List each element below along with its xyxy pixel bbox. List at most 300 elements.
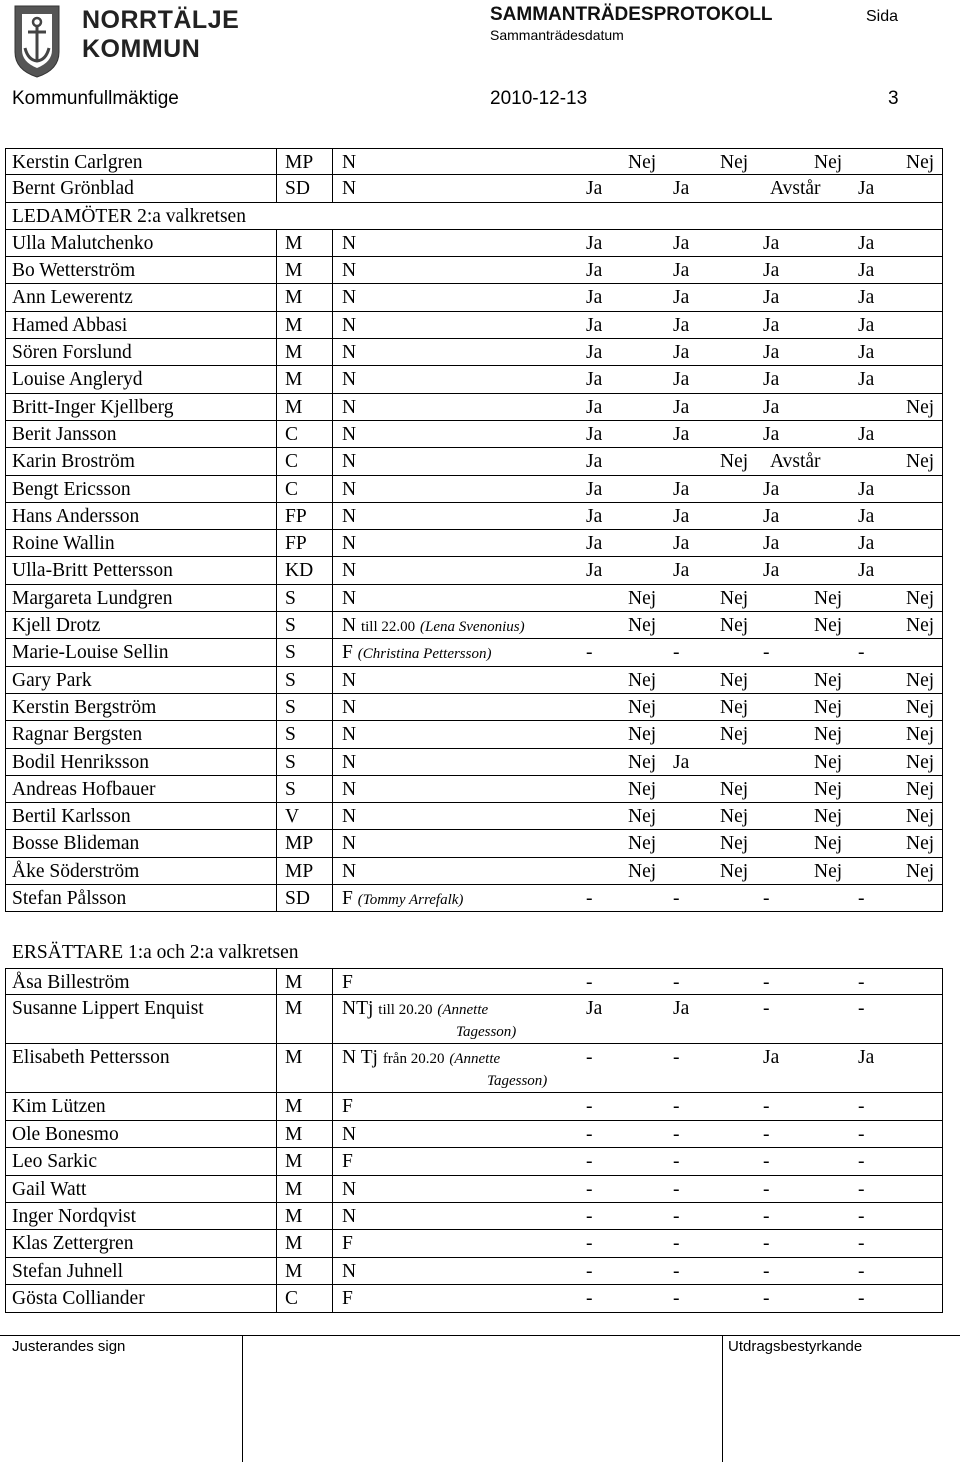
presence-code: N — [342, 505, 357, 527]
presence-code: N — [342, 560, 357, 582]
section-title-ersattare: ERSÄTTARE 1:a och 2:a valkretsen — [12, 942, 299, 963]
presence-time: till 20.20 — [378, 1002, 433, 1019]
presence-code: N — [342, 1260, 357, 1282]
presence-code: N — [342, 860, 357, 882]
vote-cell: - — [586, 972, 593, 993]
vote-cell: - — [858, 1205, 865, 1227]
party-code: M — [285, 1205, 303, 1227]
member-name: Sören Forslund — [12, 342, 132, 364]
column-divider — [332, 149, 333, 174]
column-divider — [332, 1148, 333, 1174]
table-row — [5, 830, 943, 857]
vote-cell: Nej — [814, 669, 843, 691]
presence-cell — [342, 1203, 356, 1230]
column-divider — [276, 312, 277, 338]
vote-cell: - — [586, 1047, 593, 1069]
vote-cell: Ja — [673, 342, 690, 364]
column-divider — [332, 585, 333, 611]
party-code: M — [285, 972, 303, 993]
vote-cell: - — [858, 1260, 865, 1282]
substitute-note: (Annette — [437, 1002, 489, 1019]
column-divider — [276, 1176, 277, 1202]
vote-cell: Ja — [586, 451, 603, 473]
member-name: Ulla Malutchenko — [12, 232, 154, 254]
presence-cell — [342, 175, 356, 202]
vote-cell: Nej — [628, 806, 657, 828]
presence-code: N — [342, 533, 357, 555]
vote-cell: - — [586, 888, 593, 910]
party-code: S — [285, 696, 296, 718]
column-divider — [332, 639, 333, 665]
presence-code: F — [342, 1151, 353, 1173]
vote-cell: Ja — [673, 560, 690, 582]
vote-cell: - — [586, 1178, 593, 1200]
party-code: M — [285, 1233, 303, 1255]
vote-cell: - — [586, 1260, 593, 1282]
column-divider — [276, 149, 277, 174]
vote-cell: - — [763, 1288, 770, 1310]
member-name: Susanne Lippert Enquist — [12, 998, 204, 1020]
section-heading-row — [5, 203, 943, 230]
table-row — [5, 448, 943, 475]
table-row — [5, 1258, 943, 1285]
member-name: Hans Andersson — [12, 505, 140, 527]
column-divider — [332, 858, 333, 884]
vote-cell: Ja — [673, 178, 690, 200]
column-divider — [276, 284, 277, 310]
vote-cell: Nej — [628, 696, 657, 718]
vote-cell: - — [673, 1151, 680, 1173]
column-divider — [332, 257, 333, 283]
presence-code: N — [342, 451, 357, 473]
member-name: Elisabeth Pettersson — [12, 1047, 170, 1069]
presence-cell — [342, 776, 356, 803]
presence-code: F — [342, 972, 353, 993]
column-divider — [332, 230, 333, 256]
column-divider — [276, 830, 277, 856]
vote-cell: - — [858, 888, 865, 910]
party-code: SD — [285, 178, 310, 200]
column-divider — [276, 476, 277, 502]
vote-cell: - — [858, 1096, 865, 1118]
presence-cell — [342, 639, 491, 668]
vote-cell: Ja — [586, 505, 603, 527]
party-code: C — [285, 478, 299, 500]
vote-cell: Avstår — [770, 178, 821, 200]
vote-cell: Nej — [906, 615, 935, 637]
footer-justerandes-sign: Justerandes sign — [12, 1338, 126, 1355]
member-name: Ole Bonesmo — [12, 1123, 119, 1145]
vote-cell: Ja — [673, 287, 690, 309]
municipality-logo — [12, 4, 240, 80]
table-row — [5, 803, 943, 830]
table-row — [5, 1148, 943, 1175]
column-divider — [276, 667, 277, 693]
vote-cell: Nej — [720, 669, 749, 691]
presence-code: F — [342, 642, 353, 664]
table-row — [5, 968, 943, 995]
vote-cell: Nej — [628, 778, 657, 800]
column-divider — [276, 1044, 277, 1092]
table-row — [5, 995, 943, 1044]
column-divider — [276, 421, 277, 447]
anchor-crest-icon — [12, 4, 62, 78]
vote-cell: Ja — [673, 533, 690, 555]
presence-code: N Tj — [342, 1047, 378, 1069]
meeting-body: Kommunfullmäktige — [12, 88, 179, 109]
presence-cell — [342, 1093, 353, 1120]
member-name: Ragnar Bergsten — [12, 724, 143, 746]
member-name: Stefan Juhnell — [12, 1260, 124, 1282]
vote-cell: Nej — [628, 751, 657, 773]
member-name: Marie-Louise Sellin — [12, 642, 169, 664]
vote-cell: Ja — [858, 369, 875, 391]
column-divider — [276, 175, 277, 201]
column-divider — [276, 776, 277, 802]
document-title: SAMMANTRÄDESPROTOKOLL — [490, 4, 773, 25]
presence-cell — [342, 830, 356, 857]
table-row — [5, 339, 943, 366]
presence-cell — [342, 885, 463, 914]
member-name: Andreas Hofbauer — [12, 778, 156, 800]
vote-cell: - — [673, 1123, 680, 1145]
presence-code: N — [342, 478, 357, 500]
column-divider — [276, 1148, 277, 1174]
party-code: M — [285, 396, 303, 418]
member-name: Margareta Lundgren — [12, 587, 173, 609]
vote-cell: Nej — [906, 833, 935, 855]
vote-cell: Nej — [906, 860, 935, 882]
column-divider — [332, 476, 333, 502]
column-divider — [332, 1121, 333, 1147]
party-code: S — [285, 724, 296, 746]
presence-cell — [342, 1230, 353, 1257]
party-code: S — [285, 615, 296, 637]
column-divider — [332, 776, 333, 802]
vote-cell: Nej — [906, 669, 935, 691]
presence-cell — [342, 585, 356, 612]
presence-code: N — [342, 751, 357, 773]
column-divider — [276, 885, 277, 911]
party-code: S — [285, 669, 296, 691]
presence-code: F — [342, 1233, 353, 1255]
presence-cell — [342, 1044, 500, 1073]
member-name: Hamed Abbasi — [12, 314, 128, 336]
municipality-line1: NORRTÄLJE — [82, 6, 240, 34]
column-divider — [276, 995, 277, 1043]
table-row — [5, 421, 943, 448]
table-row — [5, 1044, 943, 1093]
column-divider — [276, 1230, 277, 1256]
member-name: Bernt Grönblad — [12, 178, 134, 200]
vote-cell: Nej — [814, 806, 843, 828]
table-row — [5, 776, 943, 803]
vote-cell: Nej — [628, 669, 657, 691]
presence-code: N — [342, 806, 357, 828]
vote-cell: Nej — [814, 751, 843, 773]
vote-cell: Nej — [814, 833, 843, 855]
column-divider — [276, 394, 277, 420]
party-code: MP — [285, 152, 314, 173]
vote-cell: Ja — [858, 423, 875, 445]
vote-cell: - — [763, 1205, 770, 1227]
column-divider — [332, 885, 333, 911]
vote-cell: Ja — [586, 178, 603, 200]
party-code: M — [285, 287, 303, 309]
table-row — [5, 312, 943, 339]
member-name: Åke Söderström — [12, 860, 140, 882]
vote-cell: - — [673, 1178, 680, 1200]
vote-cell: - — [763, 1151, 770, 1173]
vote-cell: Ja — [586, 369, 603, 391]
vote-cell: - — [763, 998, 770, 1020]
column-divider — [332, 830, 333, 856]
section-heading: LEDAMÖTER 2:a valkretsen — [12, 205, 246, 227]
vote-cell: - — [763, 1233, 770, 1255]
vote-cell: Nej — [906, 751, 935, 773]
vote-cell: Nej — [720, 778, 749, 800]
member-name: Roine Wallin — [12, 533, 115, 555]
vote-cell: Ja — [673, 998, 690, 1020]
member-name: Bosse Blideman — [12, 833, 140, 855]
vote-cell: Nej — [906, 396, 935, 418]
vote-cell: Nej — [814, 778, 843, 800]
presence-code: N — [342, 314, 357, 336]
member-name: Bertil Karlsson — [12, 806, 131, 828]
table-row — [5, 394, 943, 421]
member-name: Inger Nordqvist — [12, 1205, 137, 1227]
column-divider — [332, 530, 333, 556]
vote-cell: Ja — [858, 505, 875, 527]
vote-cell: - — [586, 642, 593, 664]
presence-cell — [342, 448, 356, 475]
presence-cell — [342, 557, 356, 584]
party-code: M — [285, 1178, 303, 1200]
page-label: Sida — [866, 8, 899, 25]
column-divider — [276, 1285, 277, 1311]
presence-cell — [342, 284, 356, 311]
vote-cell: Nej — [814, 615, 843, 637]
vote-cell: Ja — [673, 505, 690, 527]
presence-cell — [342, 1148, 353, 1175]
column-divider — [276, 257, 277, 283]
party-code: S — [285, 778, 296, 800]
party-code: S — [285, 587, 296, 609]
column-divider — [332, 394, 333, 420]
vote-cell: Ja — [763, 533, 780, 555]
vote-cell: Ja — [673, 751, 690, 773]
presence-cell — [342, 858, 356, 885]
presence-cell — [342, 749, 356, 776]
party-code: M — [285, 232, 303, 254]
presence-code: N — [342, 287, 357, 309]
column-divider — [276, 858, 277, 884]
member-name: Leo Sarkic — [12, 1151, 98, 1173]
presence-cell — [342, 339, 356, 366]
vote-cell: Nej — [906, 696, 935, 718]
presence-cell — [342, 149, 356, 176]
vote-cell: Ja — [586, 342, 603, 364]
vote-cell: Ja — [586, 533, 603, 555]
vote-cell: - — [673, 888, 680, 910]
presence-code: F — [342, 888, 353, 910]
presence-code: N — [342, 696, 357, 718]
vote-cell: Ja — [586, 998, 603, 1020]
vote-cell: Nej — [814, 152, 843, 173]
party-code: S — [285, 751, 296, 773]
member-name: Kim Lützen — [12, 1096, 106, 1118]
column-divider — [276, 1258, 277, 1284]
column-divider — [332, 1093, 333, 1119]
column-divider — [276, 530, 277, 556]
presence-code: N — [342, 369, 357, 391]
vote-cell: Ja — [673, 314, 690, 336]
table-row — [5, 1176, 943, 1203]
column-divider — [276, 969, 277, 994]
party-code: C — [285, 1288, 299, 1310]
presence-cell — [342, 503, 356, 530]
column-divider — [332, 557, 333, 583]
vote-cell: - — [858, 1178, 865, 1200]
municipality-name — [82, 6, 239, 64]
column-divider — [332, 1203, 333, 1229]
presence-cell — [342, 1176, 356, 1203]
presence-code: N — [342, 724, 357, 746]
member-name: Berit Jansson — [12, 423, 117, 445]
table-row — [5, 667, 943, 694]
vote-cell: - — [586, 1205, 593, 1227]
column-divider — [276, 503, 277, 529]
presence-time: från 20.20 — [382, 1051, 445, 1068]
vote-cell: Nej — [720, 587, 749, 609]
vote-cell: Nej — [814, 860, 843, 882]
presence-code: N — [342, 1205, 357, 1227]
presence-cell — [342, 721, 356, 748]
vote-cell: - — [858, 972, 865, 993]
table-row — [5, 1093, 943, 1120]
substitute-note-cont: Tagesson) — [487, 1072, 548, 1089]
vote-cell: - — [763, 642, 770, 664]
presence-cell — [342, 366, 356, 393]
footer-column-divider — [722, 1335, 723, 1462]
member-name: Ann Lewerentz — [12, 287, 133, 309]
presence-time: till 22.00 — [360, 619, 416, 636]
vote-cell: - — [586, 1233, 593, 1255]
table-row — [5, 639, 943, 666]
substitute-note: (Tommy Arrefalk) — [357, 892, 464, 909]
member-name: Bengt Ericsson — [12, 478, 131, 500]
vote-cell: Ja — [673, 478, 690, 500]
presence-cell — [342, 230, 356, 257]
party-code: M — [285, 342, 303, 364]
presence-code: F — [342, 1288, 353, 1310]
presence-cell — [342, 612, 525, 641]
vote-cell: Ja — [858, 478, 875, 500]
column-divider — [332, 312, 333, 338]
presence-code: N — [342, 1178, 357, 1200]
vote-cell: - — [586, 1151, 593, 1173]
vote-cell: Nej — [628, 152, 657, 173]
table-row — [5, 257, 943, 284]
vote-cell: Ja — [763, 232, 780, 254]
vote-cell: - — [673, 1260, 680, 1282]
vote-cell: - — [673, 642, 680, 664]
column-divider — [276, 1203, 277, 1229]
vote-cell: - — [763, 1178, 770, 1200]
vote-cell: Nej — [628, 587, 657, 609]
column-divider — [276, 1093, 277, 1119]
vote-cell: Ja — [858, 260, 875, 282]
vote-cell: Ja — [586, 478, 603, 500]
vote-cell: Ja — [586, 260, 603, 282]
table-row — [5, 1121, 943, 1148]
member-name: Britt-Inger Kjellberg — [12, 396, 174, 418]
party-code: M — [285, 314, 303, 336]
party-code: M — [285, 1123, 303, 1145]
presence-cell — [342, 969, 353, 996]
column-divider — [276, 366, 277, 392]
vote-cell: Ja — [858, 178, 875, 200]
vote-cell: - — [673, 1288, 680, 1310]
presence-cell — [342, 530, 356, 557]
vote-cell: - — [673, 972, 680, 993]
vote-cell: Ja — [858, 232, 875, 254]
vote-cell: - — [858, 1151, 865, 1173]
member-name: Stefan Pålsson — [12, 888, 127, 910]
party-code: M — [285, 1151, 303, 1173]
column-divider — [332, 749, 333, 775]
vote-cell: Avstår — [770, 451, 821, 473]
substitute-note: (Lena Svenonius) — [420, 619, 525, 636]
vote-cell: Ja — [763, 396, 780, 418]
vote-cell: - — [763, 1096, 770, 1118]
party-code: M — [285, 260, 303, 282]
column-divider — [276, 803, 277, 829]
vote-cell: - — [763, 888, 770, 910]
member-name: Kjell Drotz — [12, 615, 101, 637]
member-name: Louise Angleryd — [12, 369, 143, 391]
vote-cell: Nej — [720, 152, 749, 173]
vote-cell: Ja — [673, 232, 690, 254]
vote-cell: Ja — [763, 1047, 780, 1069]
vote-cell: - — [763, 1260, 770, 1282]
column-divider — [276, 721, 277, 747]
vote-cell: Ja — [586, 423, 603, 445]
presence-cell — [342, 694, 356, 721]
presence-code: N — [342, 178, 357, 200]
vote-cell: Nej — [720, 724, 749, 746]
vote-cell: Nej — [720, 806, 749, 828]
column-divider — [332, 721, 333, 747]
voting-table-ledamoter — [5, 148, 943, 912]
vote-cell: Ja — [858, 287, 875, 309]
vote-cell: - — [763, 972, 770, 993]
party-code: M — [285, 1047, 303, 1069]
table-row — [5, 721, 943, 748]
vote-cell: Nej — [720, 451, 749, 473]
column-divider — [332, 284, 333, 310]
vote-cell: Nej — [628, 833, 657, 855]
page-number: 3 — [888, 88, 899, 109]
party-code: KD — [285, 560, 314, 582]
column-divider — [332, 339, 333, 365]
column-divider — [276, 694, 277, 720]
column-divider — [332, 448, 333, 474]
presence-code: N — [342, 232, 357, 254]
member-name: Åsa Billeström — [12, 972, 130, 993]
party-code: C — [285, 451, 299, 473]
substitute-note: (Annette — [449, 1051, 501, 1068]
